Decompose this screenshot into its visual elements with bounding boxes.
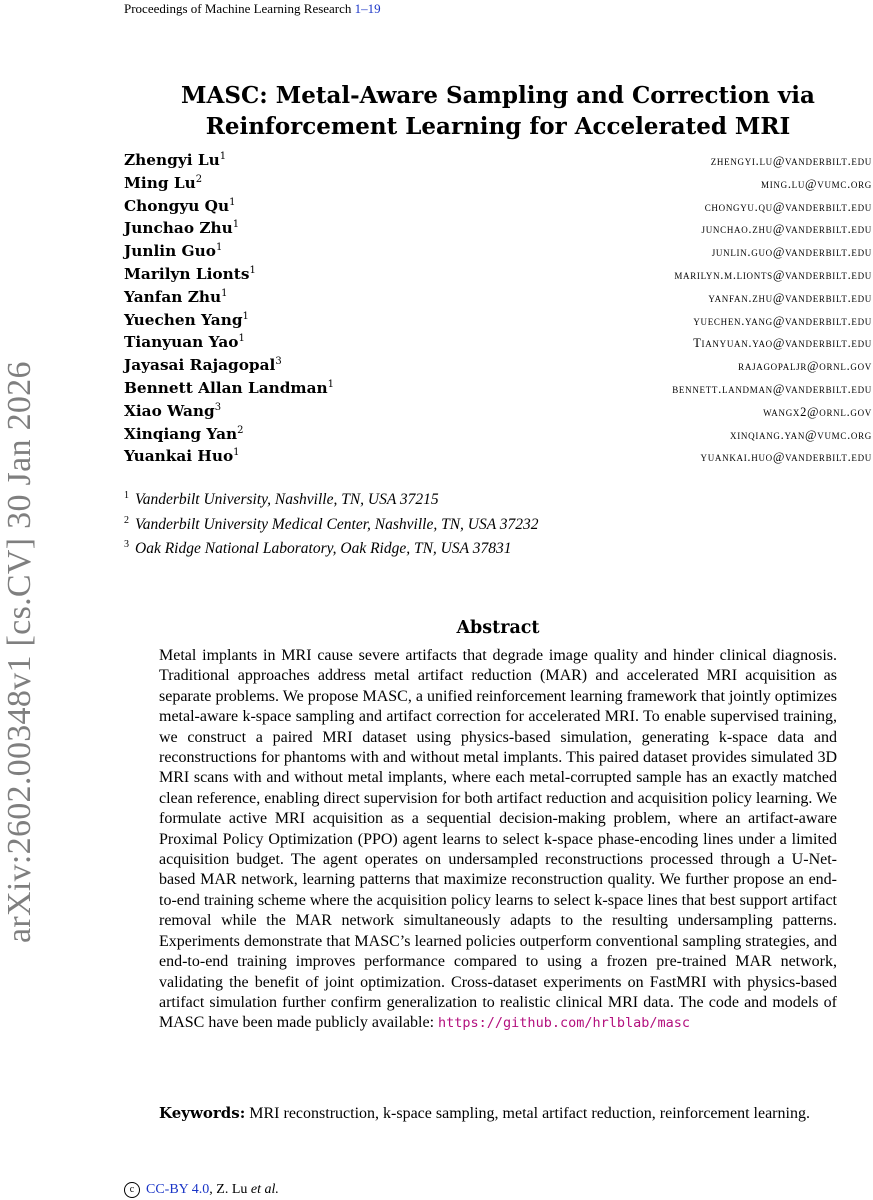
affiliation-text: Vanderbilt University Medical Center, Nashville, TN, USA 37232 [135,515,539,533]
author-row [124,402,872,425]
author-name: Junlin Guo$^1$ [124,242,223,261]
author-email: Tianyuan.yao@vanderbilt.edu [693,336,872,351]
author-row [124,219,872,242]
author-email: marilyn.m.lionts@vanderbilt.edu [674,268,872,283]
affiliation-item [124,509,872,534]
abstract-body [159,646,837,1034]
author-name: Zhengyi Lu$^1$ [124,151,227,170]
affiliation-item [124,533,872,558]
author-list [124,151,872,470]
author-email: junlin.guo@vanderbilt.edu [711,245,872,260]
author-row [124,265,872,288]
author-affil-mark: 1 [242,310,249,322]
author-name: Xiao Wang$^3$ [124,401,222,420]
affiliation-text: Vanderbilt University, Nashville, TN, USA 37215 [135,491,439,509]
affiliation-list [124,484,872,558]
author-affil-mark: 3 [275,356,282,368]
copyright-icon: c [124,1182,140,1198]
footer-author: , Z. Lu [209,1182,248,1197]
author-name: Bennett Allan Landman$^1$ [124,378,335,398]
affiliation-text: Oak Ridge National Laboratory, Oak Ridge, TN, USA 37831 [135,540,512,558]
author-affil-mark: 1 [249,264,256,276]
author-row [124,242,872,265]
abstract-heading: Abstract [456,618,540,638]
author-row [124,197,872,220]
keywords-text: MRI reconstruction, k-space sampling, metal artifact reduction, reinforcement learning. [249,1105,810,1122]
running-head [124,0,381,18]
footer-et-al: et al. [250,1182,279,1197]
author-email: wangx2@ornl.gov [763,404,872,419]
author-row [124,311,872,334]
author-affil-mark: 2 [195,173,203,185]
author-row [124,174,872,197]
author-row [124,447,872,470]
author-name: Jayasai Rajagopal$^3$ [124,356,282,375]
abstract-paragraph: Metal implants in MRI cause severe artifacts that degrade image quality and hinder clinical diagnosis. Traditional approaches address metal artifact reduction (MAR) and accelerated MRI acquisition as separate problems. We propose MASC, a unified reinforcement learning framework that jointly optimizes metal-aware k-space sampling and artifact correction for accelerated MRI. To enable supervised training, we construct a paired MRI dataset using physics-based simulation, generating k-space data and reconstructions for phantoms with and without metal implants. This paired dataset provides simulated 3D MRI scans with and without metal implants, where each metal-corrupted sample has an exactly matched clean reference, enabling direct supervision for both artifact reduction and acquisition policy learning. We formulate active MRI acquisition as a sequential decision-making problem, where an artifact-aware Proximal Policy Optimization (PPO) agent learns to select k-space phase-encoding lines under a limited acquisition budget. The agent operates on undersampled reconstructions processed through a U-Net-based MAR network, learning patterns that maximize reconstruction quality. We further propose an end-to-end training scheme where the acquisition policy learns to select k-space lines that best support artifact removal while the MAR network simultaneously adapts to the resulting undersampling patterns. Experiments demonstrate that MASC’s learned policies outperform conventional sampling strategies, and end-to-end training improves performance compared to using a frozen pre-trained MAR network, validating the benefit of joint optimization. Cross-dataset experiments on FastMRI with physics-based artifact simulation further confirm generalization to realistic clinical MRI data. The code and models of MASC have been made publicly available: [159,647,837,1032]
affiliation-number: 2 [124,514,129,526]
author-email: chongyu.qu@vanderbilt.edu [704,199,872,214]
author-name: Junchao Zhu$^1$ [124,219,240,238]
author-name: Yanfan Zhu$^1$ [124,287,228,306]
author-affil-mark: 2 [237,424,244,436]
author-name: Xinqiang Yan$^2$ [124,424,244,443]
author-row [124,333,872,356]
author-affil-mark: 1 [215,242,223,254]
author-row [124,356,872,379]
code-repository-link[interactable]: https://github.com/hrlblab/masc [438,1015,690,1032]
author-row [124,151,872,174]
author-email: yuechen.yang@vanderbilt.edu [693,313,872,328]
author-row [124,288,872,311]
page-range-link[interactable]: 1–19 [354,1,381,16]
affiliation-number: 3 [124,539,129,550]
author-row [124,425,872,448]
keywords-label: Keywords: [159,1104,246,1122]
title-line-2: Reinforcement Learning for Accelerated MRI [205,113,791,140]
title-line-1: MASC: Metal-Aware Sampling and Correction via [181,82,815,109]
author-email: bennett.landman@vanderbilt.edu [672,382,872,397]
author-email: ming.lu@vumc.org [761,176,872,191]
author-affil-mark: 1 [232,219,240,231]
author-affil-mark: 3 [214,401,222,413]
author-affil-mark: 1 [221,287,228,299]
author-affil-mark: 1 [238,333,245,345]
author-email: zhengyi.lu@vanderbilt.edu [710,154,872,169]
author-affil-mark: 1 [233,447,240,459]
running-title: Proceedings of Machine Learning Research [124,1,352,16]
paper-title [124,80,872,142]
author-name: Yuankai Huo$^1$ [124,447,240,466]
author-email: rajagopaljr@ornl.gov [738,359,872,374]
author-name: Chongyu Qu$^1$ [124,196,236,215]
author-name: Ming Lu$^2$ [124,173,203,192]
author-name: Tianyuan Yao$^1$ [124,333,245,352]
author-affil-mark: 1 [327,378,335,390]
author-name: Marilyn Lionts$^1$ [124,264,256,284]
author-email: junchao.zhu@vanderbilt.edu [701,222,872,237]
author-email: yanfan.zhu@vanderbilt.edu [708,290,872,305]
author-email: yuankai.huo@vanderbilt.edu [700,450,872,465]
author-affil-mark: 1 [229,196,236,208]
keywords [159,1103,837,1124]
author-row [124,379,872,402]
footer [124,1181,279,1199]
author-email: xinqiang.yan@vumc.org [730,427,872,442]
license-link[interactable]: CC-BY 4.0 [146,1182,210,1197]
arxiv-stamp: arXiv:2602.00348v1 [cs.CV] 30 Jan 2026 [1,361,38,943]
affiliation-number: 1 [124,490,129,501]
author-name: Yuechen Yang$^1$ [124,310,249,329]
author-affil-mark: 1 [219,151,227,162]
affiliation-item [124,484,872,509]
